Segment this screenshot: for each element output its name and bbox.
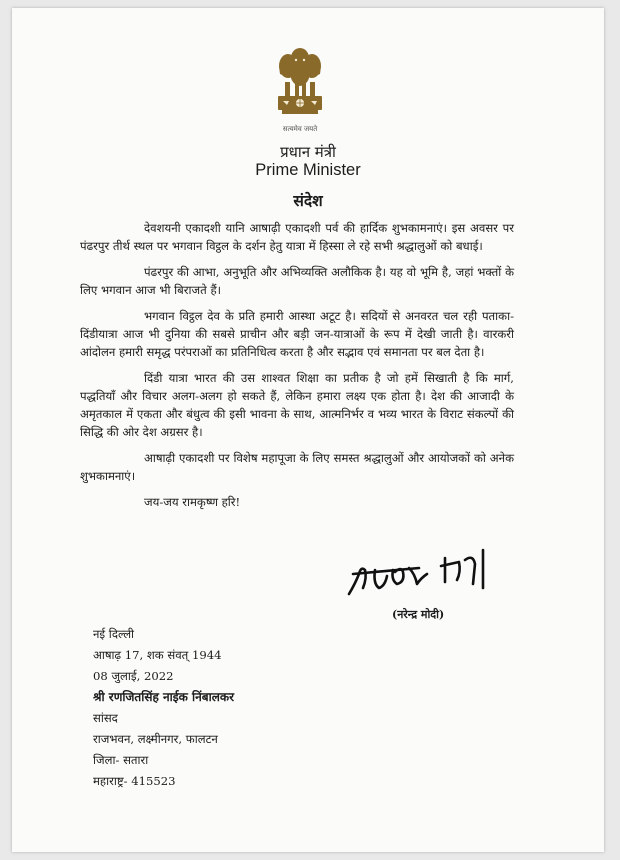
handwritten-signature-icon [345, 544, 495, 606]
date-saka: आषाढ़ 17, शक संवत् 1944 [93, 648, 222, 662]
paragraph: पंढरपुर की आभा, अनुभूति और अभिव्यक्ति अलौकिक है। यह वो भूमि है, जहां भक्तों के लिए भगवान आज भी बिराजते हैं। [80, 265, 514, 297]
address-line: राजभवन, लक्ष्मीनगर, फालटन [93, 732, 218, 746]
office-title-hindi: प्रधान मंत्री [280, 143, 336, 161]
state-emblem-icon [270, 44, 330, 124]
date: 08 जुलाई, 2022 [93, 669, 174, 683]
recipient-title: सांसद [93, 711, 118, 725]
paragraph: दिंडी यात्रा भारत की उस शाश्वत शिक्षा का प्रतीक है जो हमें सिखाती है कि मार्ग, पद्धतियाँ और विचार अलग-अलग हो सकते हैं, लेकिन हमारा लक्ष्य एक होता है। देश की आजादी के अमृतकाल में एकता और बंधुत्व की इसी भावना के साथ, आत्मनिर्भर व भव्य भारत के विराट संकल्पों की सिद्धि की ओर देश अग्रसर है। [80, 371, 514, 439]
letter-page [12, 8, 604, 852]
national-motto: सत्यमेव जयते [282, 125, 318, 133]
address-line: जिला- सतारा [93, 753, 149, 767]
letter-body [80, 219, 514, 519]
address-line: महाराष्ट्र- 415523 [93, 774, 176, 788]
recipient-name: श्री रणजितसिंह नाईक निंबालकर [93, 690, 235, 704]
signer-name: (नरेन्द्र मोदी) [392, 608, 445, 621]
place: नई दिल्ली [93, 627, 135, 641]
letter-heading: संदेश [293, 191, 323, 210]
paragraph: भगवान विट्ठल देव के प्रति हमारी आस्था अटूट है। सदियों से अनवरत चल रही पताका-दिंडीयात्रा आज भी दुनिया की सबसे प्राचीन और बड़ी जन-यात्राओं के रूप में देखी जाती है। वारकरी आंदोलन हमारी समृद्ध परंपराओं का प्रतिनिधित्व करता है और सद्भाव एवं समानता पर बल देता है। [80, 309, 514, 359]
closing-greeting: जय-जय रामकृष्ण हरि! [144, 495, 241, 509]
letter-footer [93, 624, 234, 792]
paragraph: आषाढ़ी एकादशी पर विशेष महापूजा के लिए समस्त श्रद्धालुओं और आयोजकों को अनेक शुभकामनाएं। [80, 451, 514, 483]
paragraph: देवशयनी एकादशी यानि आषाढ़ी एकादशी पर्व की हार्दिक शुभकामनाएं। इस अवसर पर पंढरपुर तीर्थ स्थल पर भगवान विट्ठल के दर्शन हेतु यात्रा में हिस्सा ले रहे सभी श्रद्धालुओं को बधाई। [80, 221, 514, 253]
office-title-english: Prime Minister [255, 161, 361, 179]
